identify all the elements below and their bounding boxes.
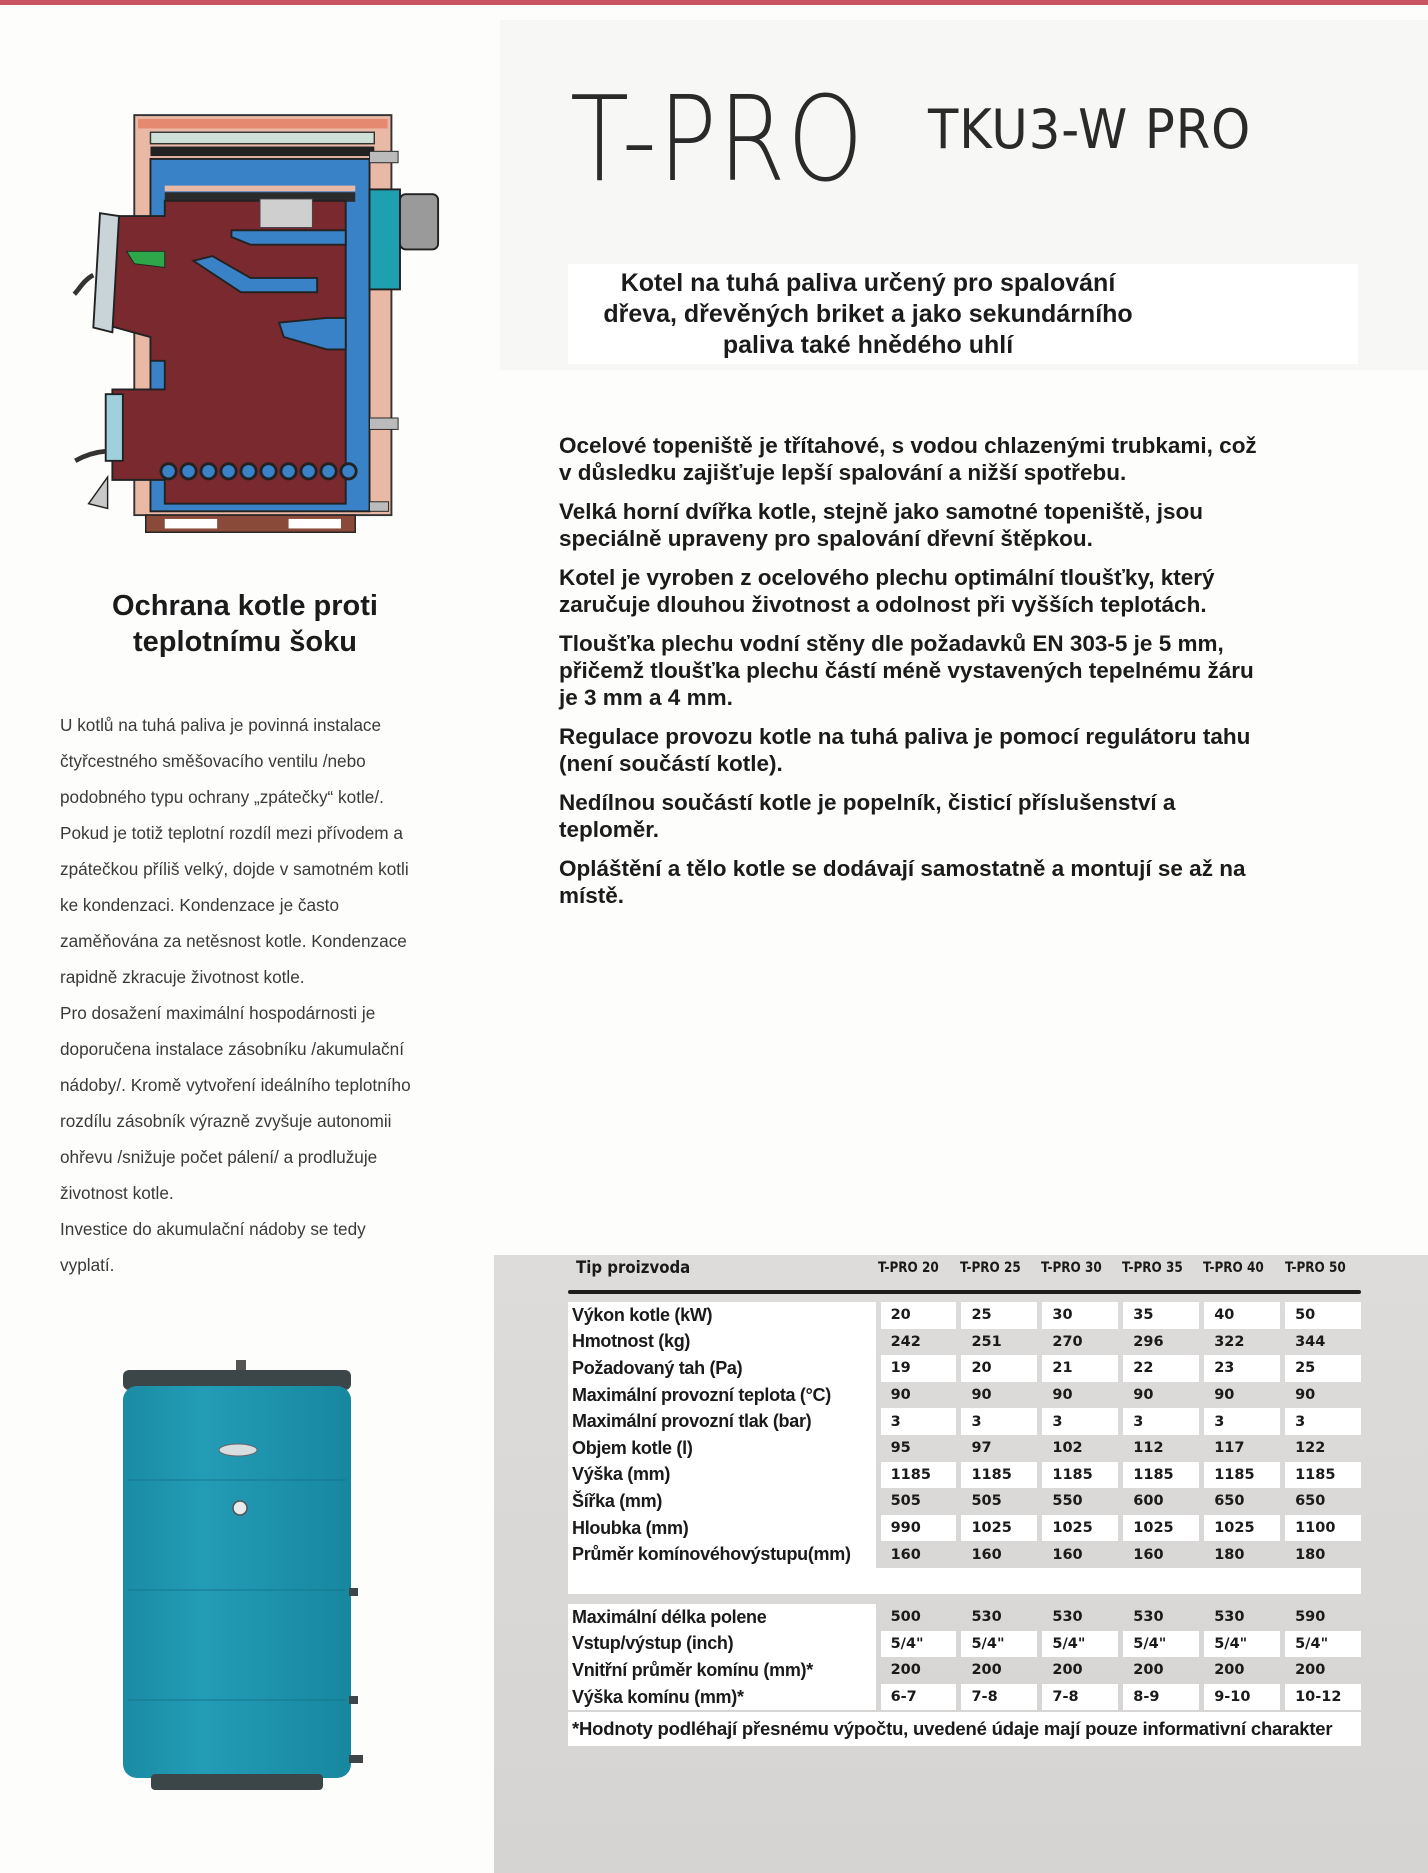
table-cell: 5/4"	[1204, 1631, 1280, 1658]
footnote: *Hodnoty podléhají přesnému výpočtu, uvedené údaje mají pouze informativní charakter	[568, 1712, 1361, 1746]
table-row	[568, 1302, 1361, 1329]
table-cell: 30	[1042, 1302, 1118, 1329]
table-cell: 530	[1214, 1609, 1245, 1626]
table-cell: 530	[971, 1609, 1002, 1626]
table-row	[568, 1462, 1361, 1489]
table-cell: 19	[881, 1355, 957, 1382]
table-cell: 50	[1285, 1302, 1361, 1329]
table-cell: 122	[1295, 1440, 1326, 1457]
product-title: T-PRO	[570, 70, 866, 208]
table-cell: 200	[971, 1662, 1002, 1679]
header-model: T-PRO 25	[959, 1260, 1021, 1276]
table-cell: 22	[1123, 1355, 1199, 1382]
row-label: Maximální provozní tlak (bar)	[568, 1408, 876, 1435]
row-label: Vnitřní průměr komínu (mm)*	[568, 1657, 876, 1684]
table-cell: 1025	[961, 1515, 1037, 1542]
table-cell: 10-12	[1285, 1684, 1361, 1711]
table-cell: 3	[961, 1408, 1037, 1435]
table-cell: 296	[1133, 1333, 1164, 1350]
table-cell: 590	[1295, 1609, 1326, 1626]
table-cell: 25	[961, 1302, 1037, 1329]
table-spacer	[568, 1568, 1361, 1594]
body-line: zpátečkou příliš velký, dojde v samotném kotli	[60, 859, 409, 879]
header-model: T-PRO 20	[878, 1260, 940, 1276]
table-cell: 90	[890, 1387, 911, 1404]
table-cell: 7-8	[1042, 1684, 1118, 1711]
table-cell: 20	[961, 1355, 1037, 1382]
table-cell: 251	[971, 1333, 1002, 1350]
table-cell: 90	[1133, 1387, 1154, 1404]
table-cell: 180	[1295, 1546, 1326, 1563]
body-line: Investice do akumulační nádoby se tedy	[60, 1219, 366, 1239]
table-cell: 3	[1042, 1408, 1118, 1435]
subtitle-line: Kotel na tuhá paliva určený pro spalování	[620, 268, 1116, 297]
table-row	[568, 1631, 1361, 1658]
table-cell: 200	[1052, 1662, 1083, 1679]
table-cell: 242	[890, 1333, 921, 1350]
row-label: Hmotnost (kg)	[568, 1329, 876, 1356]
table-cell: 1025	[1204, 1515, 1280, 1542]
table-row	[568, 1488, 1361, 1515]
heading-line: teplotnímu šoku	[133, 626, 357, 658]
feature-paragraph: Regulace provozu kotle na tuhá paliva je pomocí regulátoru tahu (není součástí kotle).	[559, 724, 1251, 776]
table-cell: 8-9	[1123, 1684, 1199, 1711]
table-cell: 550	[1052, 1493, 1083, 1510]
table-cell: 97	[971, 1440, 992, 1457]
body-line: rapidně zkracuje životnost kotle.	[60, 967, 305, 987]
table-cell: 990	[881, 1515, 957, 1542]
boiler-cutaway-image	[60, 100, 460, 555]
subtitle-line: dřeva, dřevěných briket a jako sekundárního	[603, 299, 1133, 328]
table-row	[568, 1604, 1361, 1631]
table-cell: 160	[1133, 1546, 1164, 1563]
table-row	[568, 1657, 1361, 1684]
subtitle	[598, 268, 1138, 361]
body-line: podobného typu ochrany „zpátečky“ kotle/.	[60, 787, 384, 807]
table-cell: 21	[1042, 1355, 1118, 1382]
table-cell: 3	[1204, 1408, 1280, 1435]
heading-line: Ochrana kotle proti	[112, 590, 378, 622]
table-cell: 6-7	[881, 1684, 957, 1711]
accumulation-tank-image	[118, 1350, 368, 1810]
left-section-body	[60, 707, 480, 1283]
table-cell: 270	[1052, 1333, 1083, 1350]
table-cell: 95	[890, 1440, 911, 1457]
table-cell: 1185	[881, 1462, 957, 1489]
table-row	[568, 1382, 1361, 1409]
body-line: doporučena instalace zásobníku /akumulační	[60, 1039, 404, 1059]
table-cell: 23	[1204, 1355, 1280, 1382]
table-cell: 1100	[1285, 1515, 1361, 1542]
subtitle-line: paliva také hnědého uhlí	[722, 330, 1014, 359]
row-label: Průměr komínovéhovýstupu(mm)	[568, 1541, 876, 1568]
body-line: zaměňována za netěsnost kotle. Kondenzace	[60, 931, 407, 951]
feature-paragraph: Ocelové topeniště je třítahové, s vodou chlazenými trubkami, což v důsledku zajišťuje lepší spalování a nižší spotřebu.	[559, 433, 1257, 485]
table-cell: 160	[1052, 1546, 1083, 1563]
feature-list	[559, 432, 1259, 921]
table-cell: 200	[1214, 1662, 1245, 1679]
table-row	[568, 1329, 1361, 1356]
row-label: Maximální provozní teplota (°C)	[568, 1382, 876, 1409]
table-cell: 1025	[1042, 1515, 1118, 1542]
table-cell: 650	[1295, 1493, 1326, 1510]
row-label: Vstup/výstup (inch)	[568, 1631, 876, 1658]
table-cell: 1025	[1123, 1515, 1199, 1542]
table-row	[568, 1408, 1361, 1435]
table-cell: 505	[971, 1493, 1002, 1510]
table-row	[568, 1541, 1361, 1568]
table-cell: 102	[1052, 1440, 1083, 1457]
table-cell: 9-10	[1204, 1684, 1280, 1711]
subtitle-box	[568, 264, 1358, 364]
row-label: Výkon kotle (kW)	[568, 1302, 876, 1329]
header-divider	[568, 1290, 1361, 1294]
body-line: ohřevu /snižuje počet pálení/ a prodlužuje	[60, 1147, 378, 1167]
table-cell: 3	[1123, 1408, 1199, 1435]
table-cell: 25	[1285, 1355, 1361, 1382]
row-label: Požadovaný tah (Pa)	[568, 1355, 876, 1382]
row-label: Hloubka (mm)	[568, 1515, 876, 1542]
table-cell: 1185	[1123, 1462, 1199, 1489]
table-cell: 117	[1214, 1440, 1245, 1457]
table-cell: 160	[890, 1546, 921, 1563]
table-cell: 505	[890, 1493, 921, 1510]
table-cell: 1185	[1204, 1462, 1280, 1489]
table-cell: 35	[1123, 1302, 1199, 1329]
table-row	[568, 1684, 1361, 1711]
table-cell: 180	[1214, 1546, 1245, 1563]
row-label: Maximální délka polene	[568, 1604, 876, 1631]
body-line: nádoby/. Kromě vytvoření ideálního teplotního	[60, 1075, 411, 1095]
table-row	[568, 1355, 1361, 1382]
table-gap	[568, 1594, 1361, 1604]
table-cell: 90	[971, 1387, 992, 1404]
table-cell: 5/4"	[961, 1631, 1037, 1658]
body-line: vyplatí.	[60, 1255, 115, 1275]
row-label: Objem kotle (l)	[568, 1435, 876, 1462]
product-model: TKU3-W PRO	[928, 98, 1252, 161]
row-label: Výška (mm)	[568, 1462, 876, 1489]
feature-paragraph: Nedílnou součástí kotle je popelník, čisticí příslušenství a teploměr.	[559, 790, 1176, 842]
table-cell: 600	[1133, 1493, 1164, 1510]
header-model: T-PRO 35	[1122, 1260, 1183, 1276]
table-cell: 200	[1295, 1662, 1326, 1679]
body-line: Pro dosažení maximální hospodárnosti je	[60, 1003, 376, 1023]
table-cell: 650	[1214, 1493, 1245, 1510]
spec-table	[568, 1302, 1361, 1710]
table-cell: 1185	[961, 1462, 1037, 1489]
table-cell: 200	[1133, 1662, 1164, 1679]
feature-paragraph: Opláštění a tělo kotle se dodávají samostatně a montují se až na místě.	[559, 856, 1246, 908]
table-cell: 7-8	[961, 1684, 1037, 1711]
table-cell: 90	[1052, 1387, 1073, 1404]
table-cell: 322	[1214, 1333, 1245, 1350]
table-cell: 1185	[1042, 1462, 1118, 1489]
header-product-type: Tip proizvoda	[576, 1258, 691, 1278]
table-cell: 5/4"	[1285, 1631, 1361, 1658]
body-line: U kotlů na tuhá paliva je povinná instalace	[60, 715, 382, 735]
left-section-heading	[60, 588, 430, 660]
table-cell: 344	[1295, 1333, 1326, 1350]
feature-paragraph: Tloušťka plechu vodní stěny dle požadavků EN 303-5 je 5 mm, přičemž tloušťka plechu částí méně vystavených tepelnému žáru je 3 mm a 4 mm.	[559, 631, 1254, 710]
body-line: životnost kotle.	[60, 1183, 174, 1203]
table-cell: 112	[1133, 1440, 1164, 1457]
header-model: T-PRO 40	[1203, 1260, 1265, 1276]
table-cell: 5/4"	[1123, 1631, 1199, 1658]
table-cell: 3	[881, 1408, 957, 1435]
table-row	[568, 1435, 1361, 1462]
table-cell: 500	[890, 1609, 921, 1626]
header-model: T-PRO 30	[1040, 1260, 1102, 1276]
table-cell: 530	[1052, 1609, 1083, 1626]
table-cell: 40	[1204, 1302, 1280, 1329]
table-cell: 200	[890, 1662, 921, 1679]
feature-paragraph: Velká horní dvířka kotle, stejně jako samotné topeniště, jsou speciálně upraveny pro spalování dřevní štěpkou.	[559, 499, 1203, 551]
table-cell: 3	[1285, 1408, 1361, 1435]
body-line: ke kondenzaci. Kondenzace je často	[60, 895, 340, 915]
spec-table-header	[576, 1253, 1366, 1283]
table-cell: 20	[881, 1302, 957, 1329]
table-cell: 90	[1214, 1387, 1235, 1404]
header-model: T-PRO 50	[1284, 1260, 1346, 1276]
body-line: čtyřcestného směšovacího ventilu /nebo	[60, 751, 366, 771]
top-accent-bar	[0, 0, 1428, 5]
body-line: Pokud je totiž teplotní rozdíl mezi přívodem a	[60, 823, 403, 843]
table-cell: 90	[1295, 1387, 1316, 1404]
table-cell: 1185	[1285, 1462, 1361, 1489]
table-cell: 530	[1133, 1609, 1164, 1626]
row-label: Šířka (mm)	[568, 1488, 876, 1515]
table-cell: 5/4"	[1042, 1631, 1118, 1658]
row-label: Výška komínu (mm)*	[568, 1684, 876, 1711]
body-line: rozdílu zásobník výrazně zvyšuje autonomii	[60, 1111, 392, 1131]
table-cell: 160	[971, 1546, 1002, 1563]
table-cell: 5/4"	[881, 1631, 957, 1658]
feature-paragraph: Kotel je vyroben z ocelového plechu optimální tloušťky, který zaručuje dlouhou životnost a odolnost při vyšších teplotách.	[559, 565, 1215, 617]
table-row	[568, 1515, 1361, 1542]
